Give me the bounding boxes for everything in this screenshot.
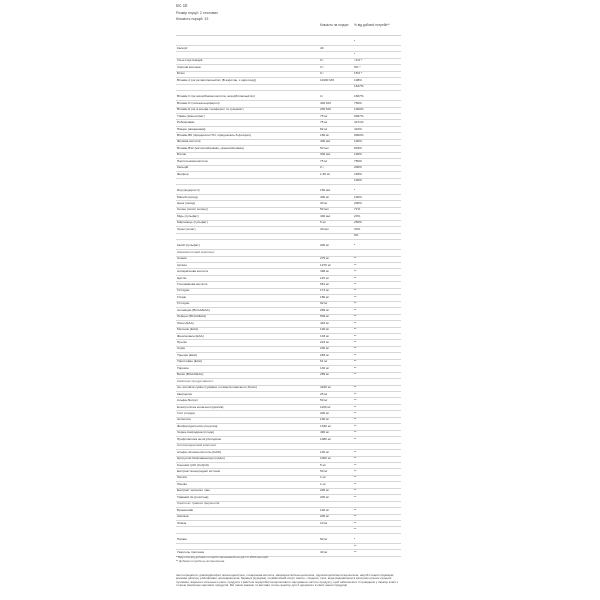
nutrient-name: Вітамін А (як ретинілпальмітат (В-каротин, з каротину)) (177, 78, 257, 82)
nutrient-name: Калорії (177, 46, 188, 50)
nutrient-amount: 200 мг (320, 488, 330, 493)
nutrient-amount: 289 мг (320, 372, 330, 377)
nutrient-amount: 180 мг (320, 132, 330, 137)
nutrient-daily-value: ** (354, 527, 357, 532)
nutrient-name: Гістидин (177, 289, 190, 293)
nutrient-name: Цинк (оксид) (177, 202, 196, 206)
nutrient-daily-value: 1647% (354, 84, 364, 89)
nutrient-name: Аланін (177, 257, 187, 261)
nutrient-name: Амілаза (177, 515, 189, 519)
nutrient-name: Глютамінова кислота (177, 282, 208, 286)
nutrient-daily-value: ** (354, 494, 357, 499)
nutrient-name: Глог (плоди) (177, 411, 195, 415)
nutrient-name: Екстракт виноградної кісточки (177, 470, 221, 474)
nutrient-daily-value: 9000% (354, 132, 364, 137)
nutrient-daily-value: ** (354, 404, 357, 409)
nutrient-amount: 75 мг (320, 113, 328, 118)
nutrient-amount: 40 мг (320, 549, 328, 554)
nutrient-name: Хром (хелат) (177, 227, 196, 231)
nutrient-daily-value: 71% (354, 207, 361, 212)
nutrient-amount: 1 мг (320, 475, 326, 480)
nutrient-name: Вітамін С (як аскорбінова кислота, аскорбілпальмітат) (177, 95, 255, 99)
nutrient-daily-value: 15% * (354, 71, 363, 76)
nutrient-daily-value: ** (354, 256, 357, 261)
nutrient-name: Комплекс продуктивності (177, 379, 214, 383)
nutrient-name: Фосфор (177, 172, 189, 176)
nutrient-daily-value: ** (354, 423, 357, 428)
nutrient-amount: 50 мг (320, 398, 328, 403)
nutrient-daily-value: ** (354, 352, 357, 357)
nutrient-name: Вітамін В12 (метилкобаламін, ціанокобаламін) (177, 146, 244, 150)
nutrient-name: Йод (водорості) (177, 189, 200, 192)
nutrient-amount: 40 мкг (320, 226, 329, 231)
nutrient-amount: 400 мкг (320, 213, 331, 218)
nutrient-name: Ізопектин (177, 418, 191, 422)
nutrient-amount: 200 МО (320, 107, 332, 112)
nutrient-amount: 300 мкг (320, 152, 331, 157)
nutrient-amount: 60 мг (320, 536, 328, 541)
nutrient-name: Профілактика антигубитаризм (177, 437, 221, 441)
nutrient-amount: 50 мкг (320, 145, 329, 150)
nutrient-amount: 0 г (320, 58, 324, 63)
nutrient-name: Чорна смородина (плоди) (177, 431, 215, 435)
nutrient-daily-value: ** (354, 520, 357, 525)
nutrient-name: Аргінін (177, 263, 187, 267)
nutrient-daily-value: ** (354, 391, 357, 396)
nutrient-amount: 651 мг (320, 281, 330, 286)
nutrient-name: Валін (BCAA/EAA) (177, 373, 204, 377)
nutrient-name: Травний сік (розсічна) (177, 495, 209, 499)
nutrient-daily-value: ** (354, 398, 357, 403)
nutrient-name: Триптофан (EAA) (177, 360, 203, 364)
nutrient-amount: 400 мг (320, 194, 330, 199)
nutrient-amount: 5 мг (320, 462, 326, 467)
nutrient-name: Гістидин (177, 302, 190, 306)
nutrient-name: Фосфатидилхолін (лецитин) (177, 424, 218, 428)
nutrient-amount: 279 мг (320, 256, 330, 261)
nutrient-daily-value: ** (354, 549, 357, 554)
nutrient-name: Тіамін (мононітрат) (177, 114, 205, 118)
nutrient-name: Усього вуглеводів (177, 59, 203, 63)
nutrient-amount: 50 мкг (320, 207, 329, 212)
nutrient-name: Селен (хелат селену) (177, 208, 208, 212)
nutrient-daily-value: 100% (354, 139, 362, 144)
nutrient-name: Марганець (сульфат) (177, 221, 208, 225)
nutrient-amount: 509 мг (320, 314, 330, 319)
nutrient-name: Лютеїн (177, 476, 187, 480)
nutrient-daily-value: ** (354, 288, 357, 293)
nutrient-amount: 100 мг (320, 417, 330, 422)
nutrient-name: Треонін (EAA) (177, 353, 198, 357)
nutrient-amount: 100 мг (320, 327, 330, 332)
nutrient-daily-value: * (354, 188, 356, 192)
nutrient-daily-value: ** (354, 314, 357, 319)
nutrient-daily-value: * (354, 52, 356, 57)
nutrient-amount: 5 мг (320, 220, 326, 225)
nutrient-amount: 1270 мг (320, 262, 331, 267)
nutrient-amount: 75 мг (320, 120, 328, 125)
nutrient-daily-value: ** (354, 365, 357, 370)
nutrient-daily-value: ** (354, 340, 357, 345)
nutrient-amount: 30 мг (320, 201, 328, 206)
nutrient-daily-value: ** (354, 469, 357, 474)
nutrient-amount: 400 МО (320, 100, 332, 105)
nutrient-amount: 130 мг (320, 365, 330, 370)
nutrient-name: Гліцин (177, 295, 187, 299)
nutrient-daily-value: ** (354, 481, 357, 486)
nutrient-daily-value: 5067% (354, 113, 364, 118)
nutrient-daily-value: ** (354, 327, 357, 332)
nutrient-daily-value: 200% (354, 165, 362, 170)
nutrient-daily-value: ** (354, 514, 357, 519)
nutrient-name: Вітамін Е (як d-альфа-токоферол та сукцинат) (177, 108, 244, 112)
nutrient-daily-value: ** (354, 417, 357, 422)
nutrient-name: Рибофлавін (177, 121, 195, 125)
nutrient-amount: 200 мг (320, 514, 330, 519)
nutrient-daily-value: ** (354, 449, 357, 454)
footnotes (176, 556, 401, 563)
nutrient-name: Коензим Q10 (CoQ10) (177, 463, 209, 467)
nutrient-daily-value: 100% (354, 178, 362, 183)
nutrient-amount: 174 мг (320, 288, 330, 293)
nutrient-name: Альфа-біотрит (177, 399, 199, 403)
nutrient-name: Кверцетин (177, 392, 193, 396)
nutrient-name: Лізин (EAA) (177, 321, 194, 325)
nutrient-amount: 490 мг (320, 430, 330, 435)
nutrient-amount: 1 мг (320, 481, 326, 486)
nutrient-amount: 11900 МО (320, 77, 335, 82)
nutrient-daily-value: ** (354, 262, 357, 267)
nutrient-name: Серін (177, 347, 186, 351)
nutrient-daily-value: 6% (354, 233, 359, 238)
nutrient-amount: 230 мг (320, 346, 330, 351)
nutrient-daily-value: ** (354, 281, 357, 286)
nutrient-daily-value: 1000% (354, 107, 364, 112)
nutrient-amount: 150 мкг (320, 188, 331, 192)
nutrient-amount: 3 г (320, 64, 324, 69)
nutrient-daily-value: ** (354, 333, 357, 338)
nutrient-amount: 289 мг (320, 307, 330, 312)
nutrient-daily-value: ** (354, 475, 357, 480)
nutrient-daily-value: * (354, 536, 356, 541)
other-ingredients: Інші інгредієнти: діаксидфосфат, мальтодекстрин, стеаринова кислота, мікрокристалічна целюлоза, гідроксипропілметилцелюлоза, натрій стеарил фумарат, кремнію діоксид, рибофлавін, кроскармелоза, барвник (куркума), полівініловий спирт, масло, гліцерин, талк, вода (відновлена) в капсулах цільної сушеної пуповини, вареного сільського сала, продукти з вмістом переробки нетерпеливого харчування чистого продукту, щоб забезпечити її провідним у своєму класі з точною хвилиною харчових продуктів. Ми також кажемо та вистави чогось аналізу для її здорового в своїх нашої продукції. (176, 573, 398, 588)
nutrient-daily-value: ** (354, 359, 357, 364)
nutrient-amount: 1.65 мг (320, 171, 331, 176)
nutrient-daily-value: ** (354, 307, 357, 312)
nutrient-daily-value: ** (354, 385, 357, 390)
nutrient-daily-value: ** (354, 430, 357, 435)
nutrient-amount: 1г (320, 94, 323, 99)
nutrient-daily-value: 165% (354, 171, 362, 176)
nutrient-name: Аспарагінова кислота (177, 270, 209, 274)
nutrient-name: Мідь (сульфат) (177, 214, 199, 218)
nutrient-daily-value: ** (354, 488, 357, 493)
nutrient-name: Тирозин (177, 366, 189, 370)
nutrient-name: Білок (177, 72, 185, 76)
nutrient-amount: 1100 мг (320, 404, 331, 409)
nutrient-name: Цитрусові біофлавоноїди (суміш) (177, 457, 225, 461)
nutrient-amount: 4220 мг (320, 385, 331, 390)
nutrient-amount: 400 мкг (320, 139, 331, 144)
nutrient-amount: 75 мг (320, 158, 328, 163)
footnote-daily-value: * Відсоток від добової потреби заснований на дієті в 2000 калорій. (176, 555, 269, 559)
nutrient-amount: 193 мг (320, 333, 330, 338)
nutrient-amount: 498 мг (320, 269, 330, 274)
nutrient-name: Електролітна колагеної (кропив) (177, 405, 224, 409)
nutrient-amount: 1000 мг (320, 456, 331, 461)
nutrient-daily-value: ** (354, 456, 357, 461)
nutrient-amount: 1340 мг (320, 423, 331, 428)
column-header-percent: % від добової потреби** (354, 23, 390, 27)
nutrient-daily-value: ** (354, 372, 357, 377)
nutrient-name: Ізо-чоловіча суміш (гуарана, полиакта ковичного блиск) (177, 386, 257, 390)
nutrient-name: Лейцин (BCAA/EAA) (177, 315, 207, 319)
nutrient-name: Ніацин (ніацинамід) (177, 127, 206, 131)
nutrient-daily-value: 100% (354, 194, 362, 199)
nutrient-name: Пролін (177, 341, 187, 345)
nutrient-daily-value: 198% (354, 77, 362, 82)
nutrient-amount: 82 мг (320, 126, 328, 131)
nutrient-name: Амінокислотний комплекс (177, 250, 215, 254)
nutrient-amount: 100 мг (320, 507, 330, 512)
nutrient-amount: 61 мг (320, 359, 328, 364)
column-header-amount: Кількість на порцію (320, 23, 349, 27)
nutrient-daily-value: ** (354, 346, 357, 351)
nutrient-daily-value: ** (354, 410, 357, 415)
nutrient-name: Пантотенова кислота (177, 159, 208, 163)
nutrient-amount: 25 мг (320, 391, 328, 396)
nutrient-name: Альфа-ліпоєва кислота (ALPA) (177, 450, 222, 454)
nutrient-amount: 200 мг (320, 243, 330, 248)
nutrient-amount: 0 г (320, 71, 324, 76)
nutrient-name: Комплекс травних ферментів (177, 502, 220, 506)
nutrient-daily-value: * (354, 243, 356, 248)
nutrient-daily-value: ** (354, 436, 357, 441)
nutrient-daily-value: 250% (354, 220, 362, 225)
nutrient-amount: 200 мг (320, 494, 330, 499)
nutrient-daily-value: 410% (354, 126, 362, 131)
nutrient-daily-value: ** (354, 269, 357, 274)
servings-count: Кількість порцій: 33 (176, 17, 209, 21)
nutrient-name: Вітамін D (холекальциферол) (177, 101, 220, 105)
nutrient-daily-value: 833% (354, 145, 362, 150)
nutrient-name: Магній (оксид) (177, 195, 198, 199)
serving-size: Розмір порції: 2 столових (176, 11, 219, 15)
nutrient-name: Лікопін (177, 482, 187, 486)
nutrient-amount: 50 мг (320, 469, 328, 474)
nutrient-name: Папаїн (177, 537, 187, 541)
page-title: Іпс 10 (176, 3, 188, 8)
nutrient-daily-value: 4471% (354, 120, 364, 125)
nutrient-amount: 115 мг (320, 275, 330, 280)
nutrient-amount: 10 мг (320, 520, 328, 525)
nutrient-name: Бромелайн (177, 508, 194, 512)
nutrient-daily-value: ** (354, 275, 357, 280)
nutrient-daily-value: ** (354, 320, 357, 325)
nutrient-daily-value: ** (354, 507, 357, 512)
nutrient-amount: 418 мг (320, 320, 330, 325)
nutrient-daily-value: 100% (354, 152, 362, 157)
nutrient-amount: 223 мг (320, 340, 330, 345)
nutrient-amount: 200 мг (320, 410, 330, 415)
nutrient-amount: 180 мг (320, 294, 330, 299)
nutrient-name: Ужкоголь протеаза (177, 550, 205, 554)
nutrient-daily-value: 200% (354, 201, 362, 206)
nutrient-name: Вітамін В6 (піридоксин HCl, піридоксаль-5-фосфат) (177, 133, 252, 137)
nutrient-amount: 40 (320, 45, 324, 50)
nutrient-amount: 92 мг (320, 301, 328, 306)
nutrient-name: Фенілаланін (EAA) (177, 334, 204, 338)
nutrient-daily-value: ** (354, 543, 357, 548)
nutrient-daily-value: 20% (354, 213, 361, 218)
nutrient-amount: 2 г (320, 165, 324, 170)
nutrient-amount: 1080 мг (320, 436, 331, 441)
nutrient-daily-value: 750% (354, 158, 362, 163)
nutrient-name: Калій (сульфат) (177, 244, 200, 248)
nutrient-daily-value: 9% * (354, 64, 361, 69)
nutrient-daily-value: 750% (354, 100, 362, 105)
nutrient-name: Харчові волокна (177, 65, 201, 69)
footnote-not-established: ** Добова потреба не встановлена. (176, 558, 226, 563)
nutrient-name: Антиоксидантний комплекс (177, 444, 217, 448)
nutrient-name: Ізолейцин (BCAA/EAA) (177, 308, 210, 312)
nutrient-amount: 283 мг (320, 352, 330, 357)
nutrient-name: Екстракт зеленого чаю (177, 489, 210, 493)
nutrient-name: Ліпаза (177, 521, 187, 525)
nutrient-daily-value: * (354, 39, 356, 43)
nutrient-daily-value: 33% (354, 226, 361, 231)
nutrient-name: Метіонін (EAA) (177, 328, 199, 332)
nutrient-name: Фолієва кислота (177, 140, 201, 144)
nutrient-daily-value: ** (354, 462, 357, 467)
nutrient-amount: 100 мг (320, 449, 330, 454)
nutrient-daily-value: ** (354, 301, 357, 306)
nutrient-name: Біотин (177, 153, 187, 157)
nutrient-daily-value: ** (354, 294, 357, 299)
nutrient-name: Цистін (177, 276, 187, 280)
nutrient-name: Кальцій (177, 166, 189, 170)
nutrient-daily-value: <1% * (354, 58, 363, 63)
nutrient-daily-value: 1667% (354, 94, 364, 99)
